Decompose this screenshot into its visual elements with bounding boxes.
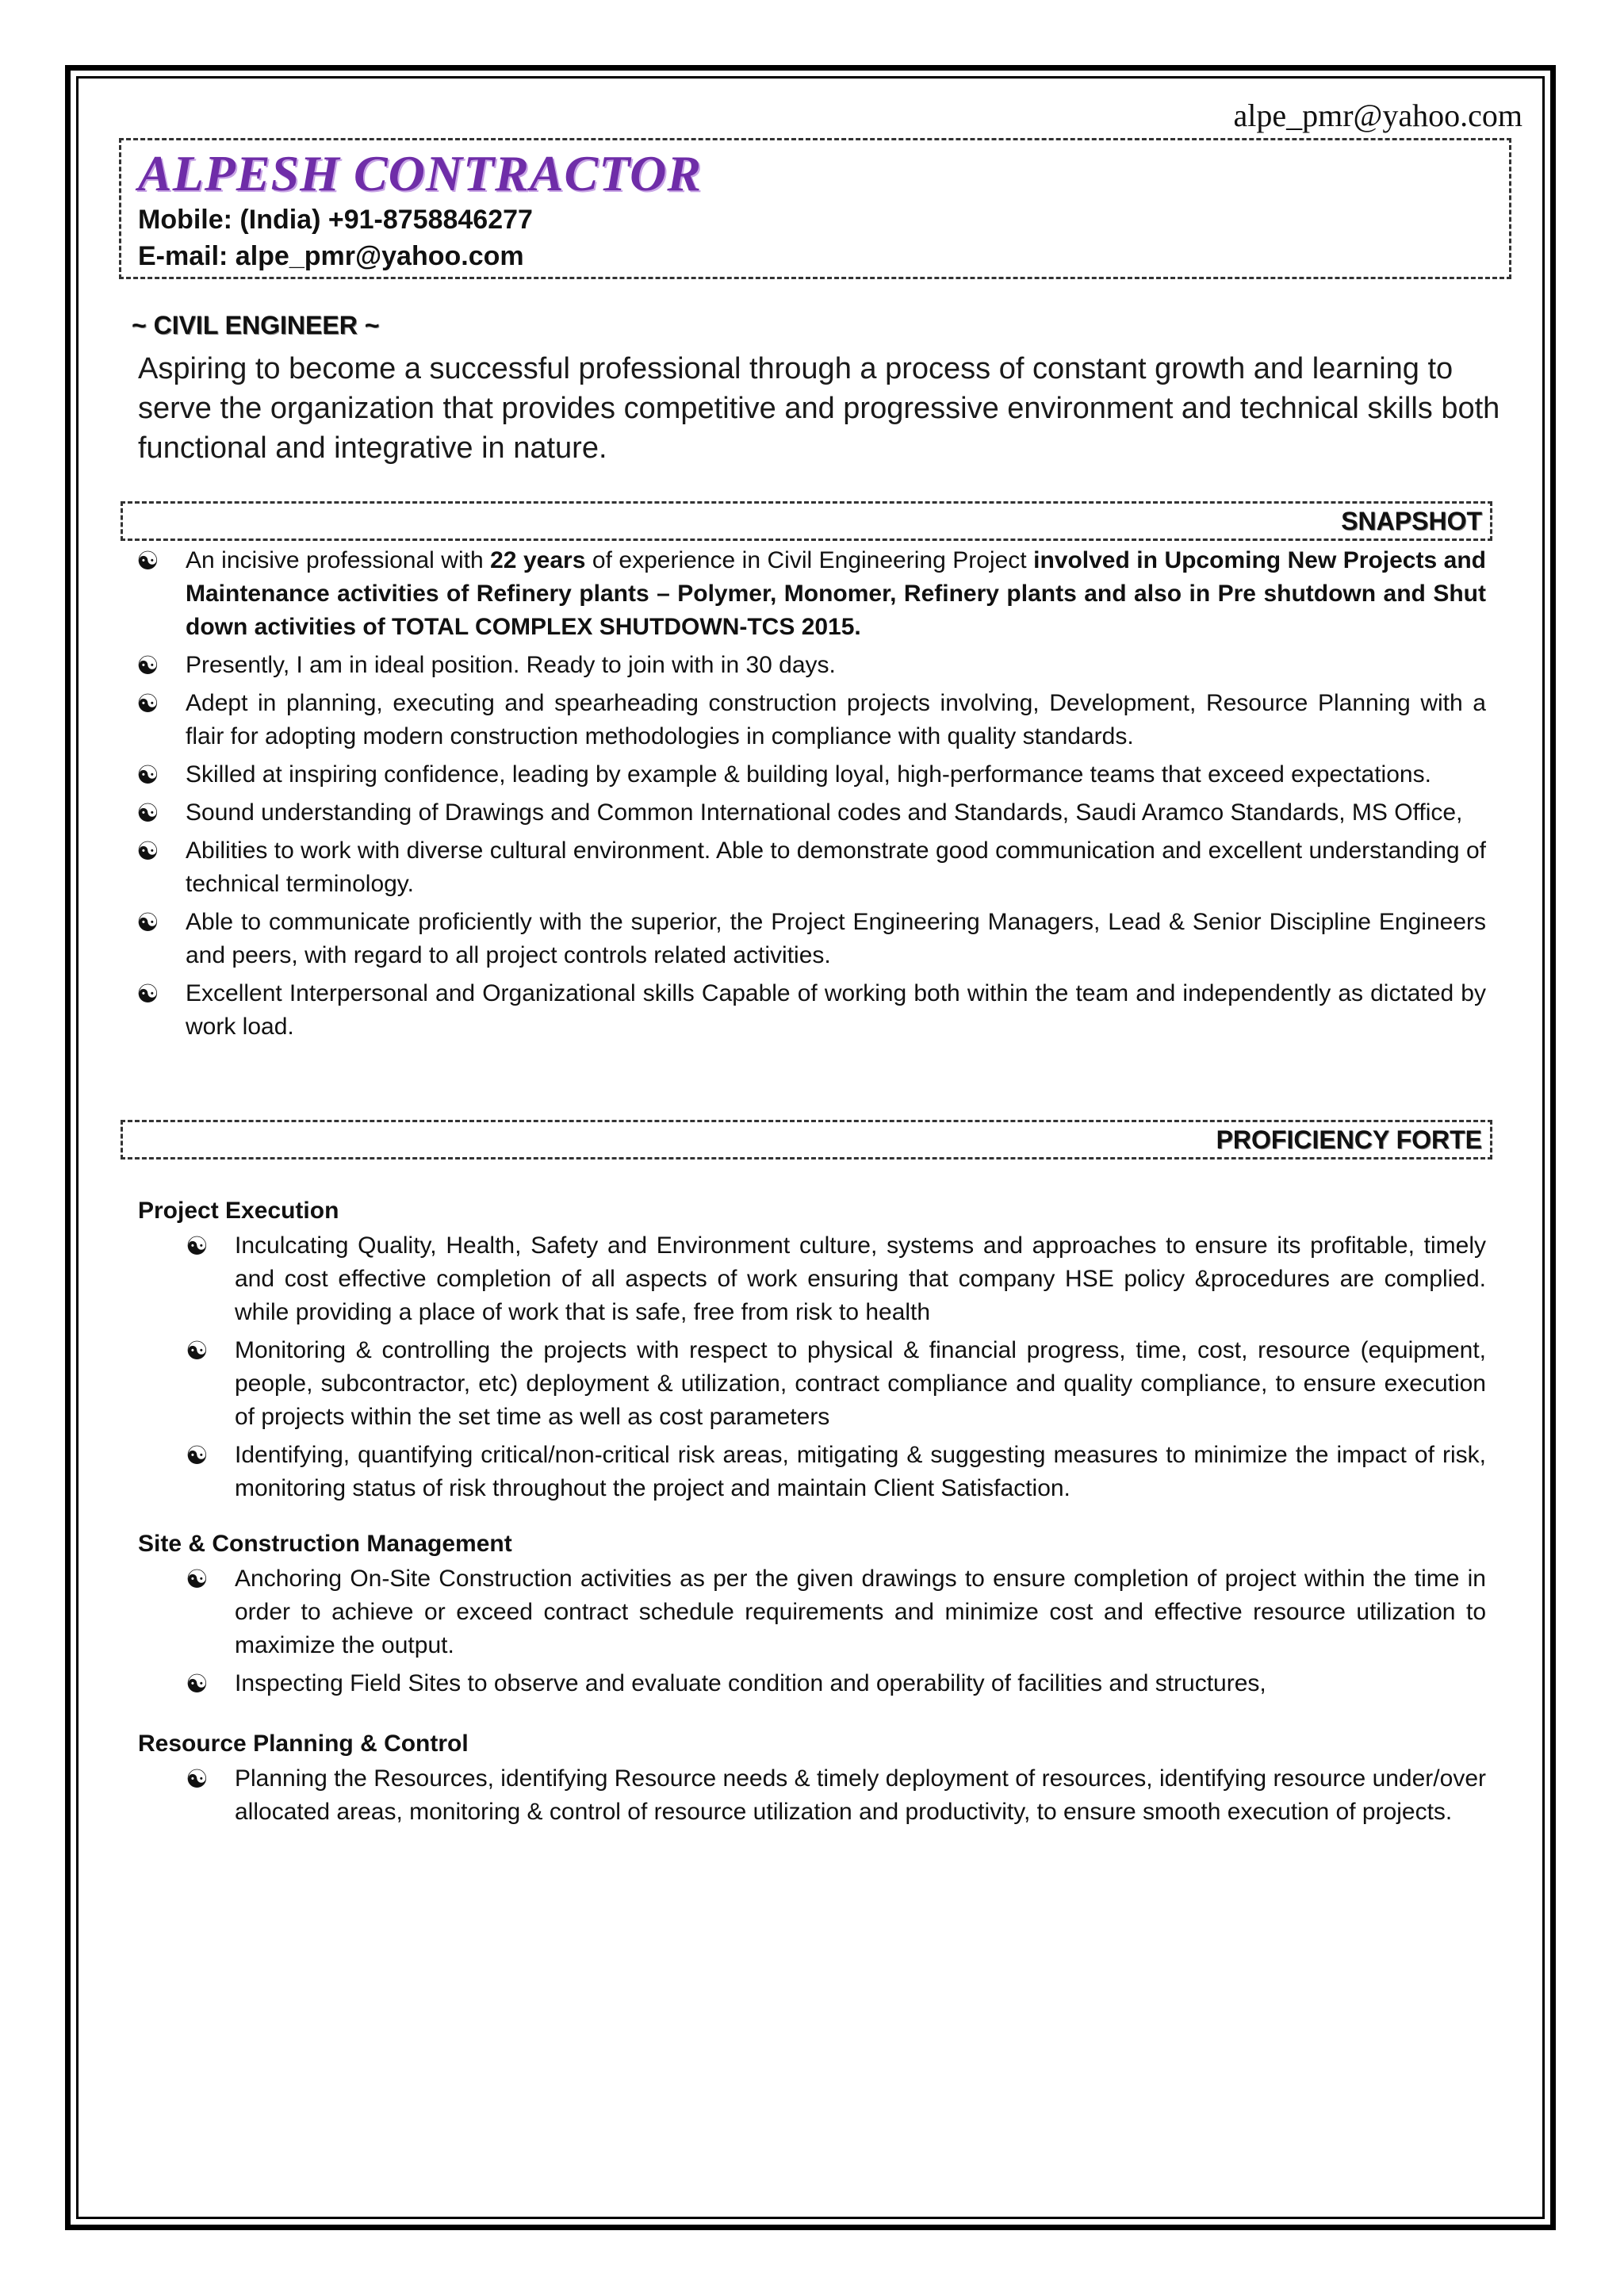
list-item: ☯ Skilled at inspiring confidence, leading by example & building loyal, high-performance teams that exceed expectations. xyxy=(186,758,1486,792)
yin-yang-icon: ☯ xyxy=(136,979,159,1008)
snapshot-title: SNAPSHOT xyxy=(1341,507,1482,535)
role-title: ~ CIVIL ENGINEER ~ xyxy=(132,311,380,339)
list-item: ☯ Sound understanding of Drawings and Common International codes and Standards, Saudi Aramco Standards, MS Office, xyxy=(186,796,1486,830)
yin-yang-icon: ☯ xyxy=(136,837,159,865)
yin-yang-icon: ☯ xyxy=(136,689,159,718)
list-item: ☯ Planning the Resources, identifying Resource needs & timely deployment of resources, identifying resource under/over allocated areas, monitoring & control of resource utilization and productivity, to ensure smooth execution of projects. xyxy=(235,1762,1486,1829)
mobile-number: Mobile: (India) +91-8758846277 xyxy=(138,205,533,235)
yin-yang-icon: ☯ xyxy=(186,1669,209,1698)
list-item: ☯ Excellent Interpersonal and Organizational skills Capable of working both within the team and independently as dictated by work load. xyxy=(186,977,1486,1044)
yin-yang-icon: ☯ xyxy=(136,651,159,680)
list-item: ☯ Monitoring & controlling the projects with respect to physical & financial progress, time, cost, resource (equipment, people, subcontractor, etc) deployment & utilization, contract compliance and quality compliance, to ensure execution of projects within the set time as well as cost parameters xyxy=(235,1334,1486,1434)
list-item: ☯ Adept in planning, executing and spearheading construction projects involving, Development, Resource Planning with a flair for adopting modern construction methodologies in compliance with quality standards. xyxy=(186,687,1486,753)
proficiency-title: PROFICIENCY FORTE xyxy=(1216,1125,1482,1154)
site-construction-list xyxy=(186,1562,1486,1705)
yin-yang-icon: ☯ xyxy=(186,1565,209,1593)
list-item: ☯ Able to communicate proficiently with the superior, the Project Engineering Managers, Lead & Senior Discipline Engineers and peers, with regard to all project controls related activities. xyxy=(186,906,1486,972)
snapshot-section-bar xyxy=(121,501,1492,541)
list-item: ☯ Inspecting Field Sites to observe and evaluate condition and operability of facilities and structures, xyxy=(235,1667,1486,1700)
objective-statement: Aspiring to become a successful professional through a process of constant growth and learning to serve the organization that provides competitive and progressive environment and technical skills both functional and integrative in nature. xyxy=(138,352,1500,465)
list-item: ☯ An incisive professional with 22 years of experience in Civil Engineering Project involved in Upcoming New Projects and Maintenance activities of Refinery plants – Polymer, Monomer, Refinery plants and also in Pre shutdown and Shut down activities of TOTAL COMPLEX SHUTDOWN-TCS 2015. xyxy=(186,544,1486,644)
email-address: E-mail: alpe_pmr@yahoo.com xyxy=(138,241,524,271)
list-item: ☯ Presently, I am in ideal position. Ready to join with in 30 days. xyxy=(186,649,1486,682)
project-execution-heading: Project Execution xyxy=(138,1198,339,1224)
top-email: alpe_pmr@yahoo.com xyxy=(1233,98,1522,133)
site-construction-heading: Site & Construction Management xyxy=(138,1531,512,1557)
project-execution-list xyxy=(186,1229,1486,1510)
list-item: ☯ Abilities to work with diverse cultural environment. Able to demonstrate good communication and excellent understanding of technical terminology. xyxy=(186,834,1486,901)
candidate-name: ALPESH CONTRACTOR xyxy=(138,145,703,201)
yin-yang-icon: ☯ xyxy=(136,546,159,575)
list-item: ☯ Inculcating Quality, Health, Safety and Environment culture, systems and approaches to ensure its profitable, timely and cost effective completion of all aspects of work ensuring that company HSE policy &procedures are complied. while providing a place of work that is safe, free from risk to health xyxy=(235,1229,1486,1329)
resource-planning-list xyxy=(186,1762,1486,1834)
list-item: ☯ Identifying, quantifying critical/non-critical risk areas, mitigating & suggesting measures to minimize the impact of risk, monitoring status of risk throughout the project and maintain Client Satisfaction. xyxy=(235,1439,1486,1505)
resource-planning-heading: Resource Planning & Control xyxy=(138,1731,469,1757)
yin-yang-icon: ☯ xyxy=(186,1232,209,1260)
yin-yang-icon: ☯ xyxy=(186,1336,209,1365)
yin-yang-icon: ☯ xyxy=(136,908,159,937)
snapshot-list xyxy=(136,544,1486,1048)
list-item: ☯ Anchoring On-Site Construction activities as per the given drawings to ensure completion of project within the time in order to achieve or exceed contract schedule requirements and minimize cost and effective resource utilization to maximize the output. xyxy=(235,1562,1486,1662)
yin-yang-icon: ☯ xyxy=(186,1765,209,1793)
yin-yang-icon: ☯ xyxy=(136,761,159,789)
proficiency-section-bar xyxy=(121,1120,1492,1159)
yin-yang-icon: ☯ xyxy=(136,799,159,827)
yin-yang-icon: ☯ xyxy=(186,1441,209,1470)
